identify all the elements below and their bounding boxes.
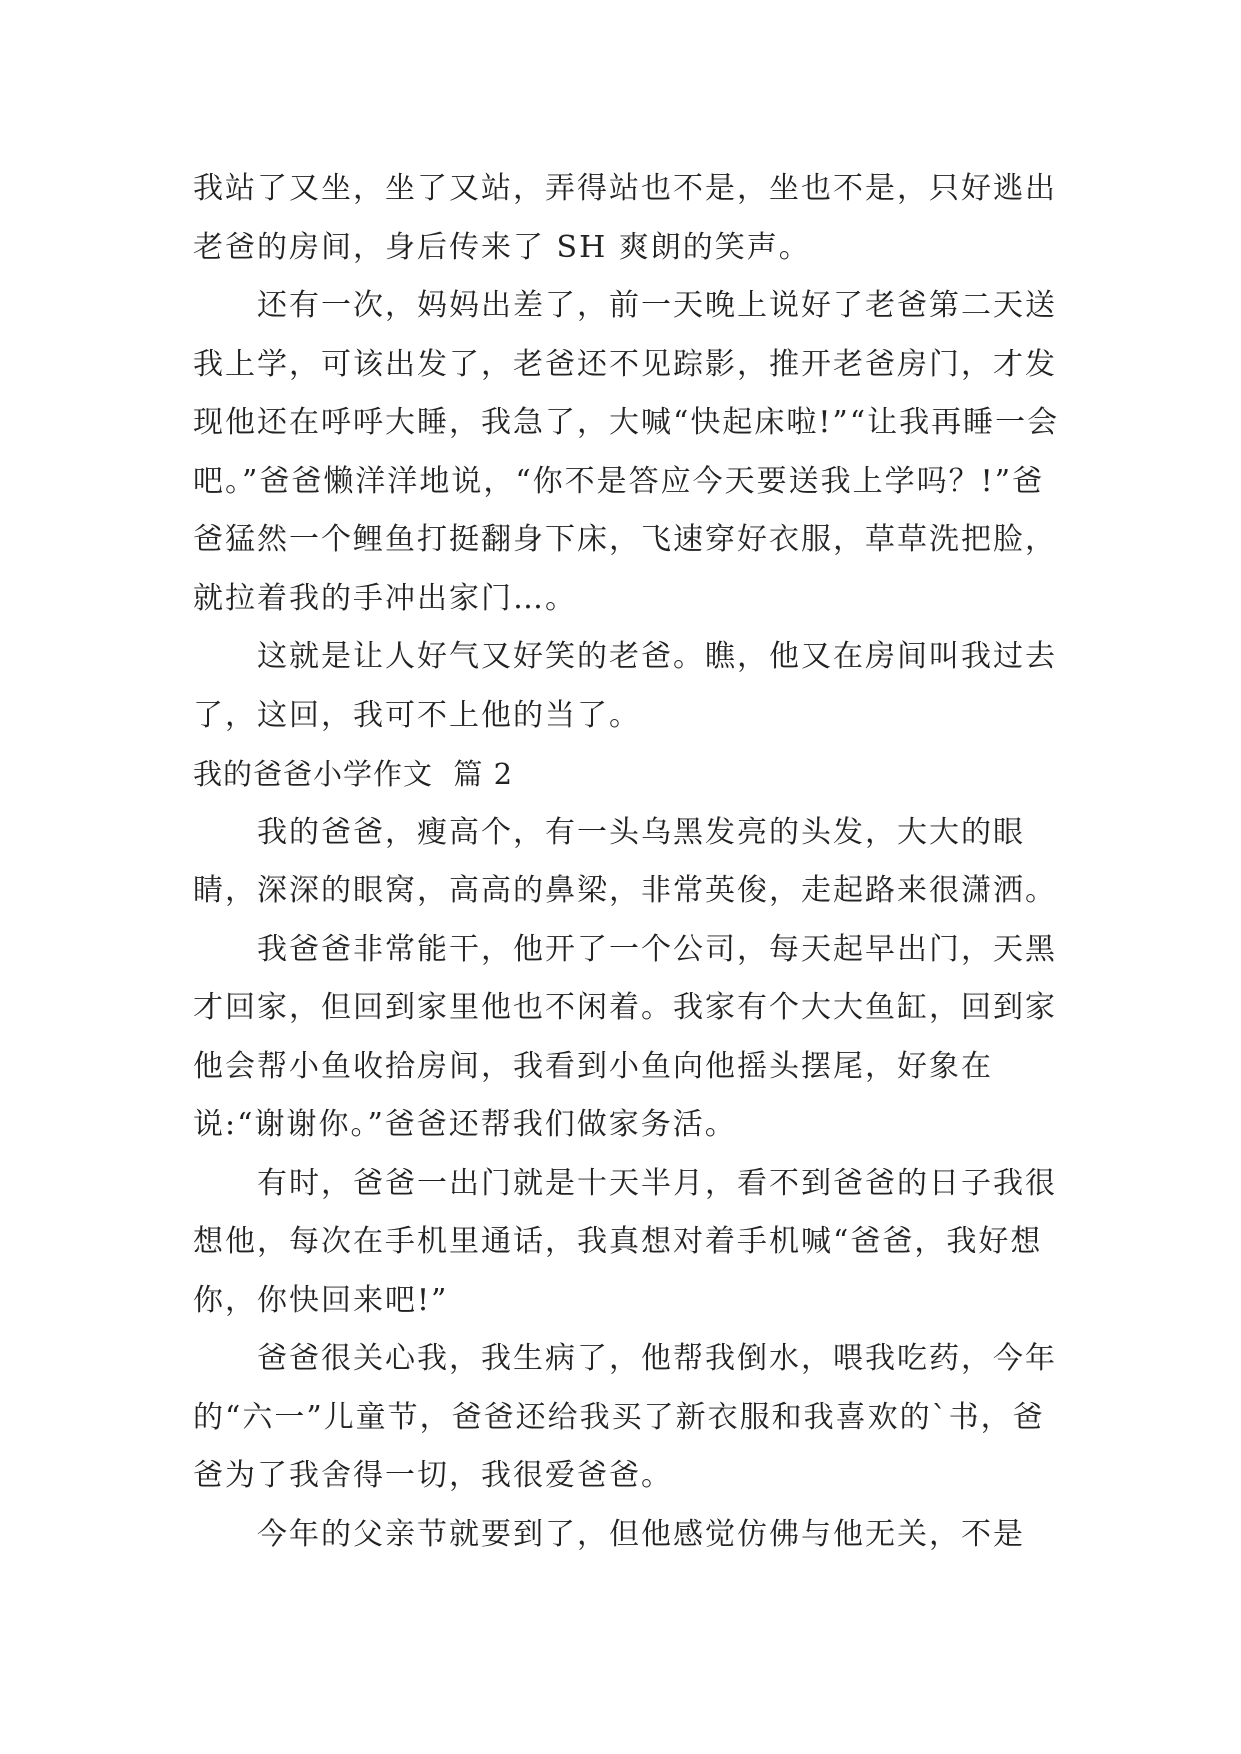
paragraph-5: 我爸爸非常能干，他开了一个公司，每天起早出门，天黑才回家，但回到家里他也不闲着。我家有个大大鱼缸，回到家他会帮小鱼收拾房间，我看到小鱼向他摇头摆尾，好象在说:“谢谢你。”爸爸还帮我们做家务活。 xyxy=(193,931,1057,1142)
paragraph-7: 爸爸很关心我，我生病了，他帮我倒水，喂我吃药，今年的“六一”儿童节，爸爸还给我买了新衣服和我喜欢的`书，爸爸为了我舍得一切，我很爱爸爸。 xyxy=(193,1341,1057,1493)
document-body xyxy=(193,160,1073,1564)
paragraph-2: 还有一次，妈妈出差了，前一天晚上说好了老爸第二天送我上学，可该出发了，老爸还不见踪影，推开老爸房门，才发现他还在呼呼大睡，我急了，大喊“快起床啦!”“让我再睡一会吧。”爸爸懒洋洋地说，“你不是答应今天要送我上学吗？!”爸爸猛然一个鲤鱼打挺翻身下床，飞速穿好衣服，草草洗把脸，就拉着我的手冲出家门…。 xyxy=(193,288,1060,616)
paragraph-8: 今年的父亲节就要到了，但他感觉仿佛与他无关，不是 xyxy=(193,1516,1025,1552)
paragraph-3: 这就是让人好气又好笑的老爸。瞧，他又在房间叫我过去了，这回，我可不上他的当了。 xyxy=(193,639,1057,733)
paragraph-1: 我站了又坐，坐了又站，弄得站也不是，坐也不是，只好逃出老爸的房间，身后传来了 SH 爽朗的笑声。 xyxy=(193,171,1057,265)
section-heading: 我的爸爸小学作文 篇 2 xyxy=(193,757,514,791)
paragraph-4: 我的爸爸，瘦高个，有一头乌黑发亮的头发，大大的眼睛，深深的眼窝，高高的鼻梁，非常英俊，走起路来很潇洒。 xyxy=(193,814,1057,908)
paragraph-6: 有时，爸爸一出门就是十天半月，看不到爸爸的日子我很想他，每次在手机里通话，我真想对着手机喊“爸爸，我好想你，你快回来吧!” xyxy=(193,1165,1057,1318)
